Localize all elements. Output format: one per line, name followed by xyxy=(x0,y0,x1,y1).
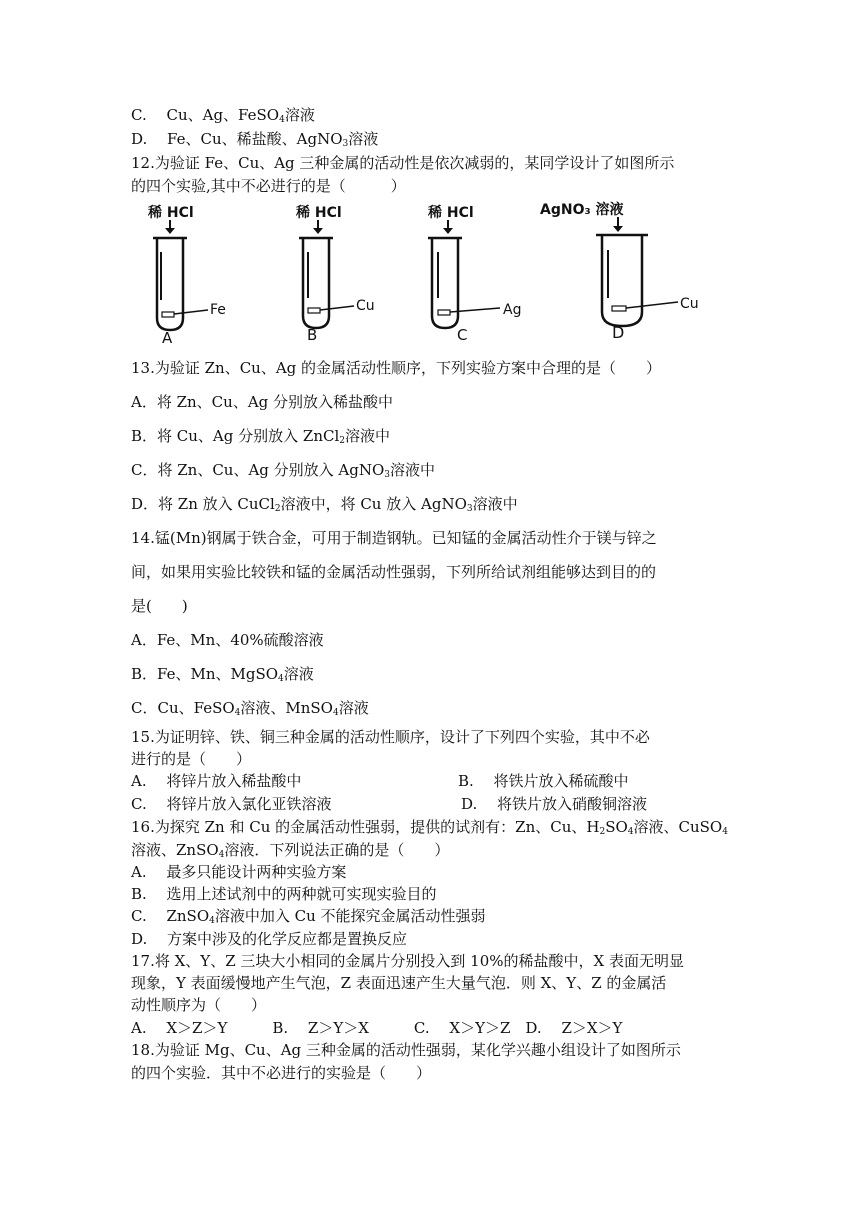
tube-b xyxy=(295,204,375,344)
q12-stem-line1: 12.为验证 Fe、Cu、Ag 三种金属的活动性是依次减弱的，某同学设计了如图所示 xyxy=(131,154,675,172)
q14-stem-line1: 14.锰(Mn)钢属于铁合金，可用于制造钢轨。已知锰的金属活动性介于镁与锌之 xyxy=(131,529,657,547)
q14-option-c: C．Cu、FeSO$_4$溶液、MnSO$_4$溶液 xyxy=(131,699,369,718)
tube-d-reagent: AgNO₃ 溶液 xyxy=(540,202,624,218)
q13-option-a: A．将 Zn、Cu、Ag 分别放入稀盐酸中 xyxy=(131,393,394,411)
q16-option-d: D. 方案中涉及的化学反应都是置换反应 xyxy=(131,930,408,948)
option-c-prev: C. Cu、Ag、FeSO$_4$溶液 xyxy=(131,106,315,125)
q17-options: A. X＞Z＞Y B. Z＞Y＞X C. X＞Y＞Z D. Z＞X＞Y xyxy=(131,1019,623,1037)
q17-stem-line3: 动性顺序为（ ） xyxy=(131,996,267,1014)
q15-option-c: C. 将锌片放入氯化亚铁溶液 xyxy=(131,795,332,813)
tube-b-label: B xyxy=(307,326,318,344)
tube-a-label: A xyxy=(162,329,173,345)
q13-option-c: C．将 Zn、Cu、Ag 分别放入 AgNO$_3$溶液中 xyxy=(131,461,436,480)
q14-option-a: A．Fe、Mn、40%硫酸溶液 xyxy=(131,631,324,649)
tube-a-metal: Fe xyxy=(210,302,226,318)
tube-c-label: C xyxy=(457,326,468,344)
q16-stem-line1: 16.为探究 Zn 和 Cu 的金属活动性强弱，提供的试剂有：Zn、Cu、$H_2SO_4$溶液、CuSO$_4$ xyxy=(131,818,728,837)
q13-option-b: B．将 Cu、Ag 分别放入 ZnCl$_2$溶液中 xyxy=(131,427,391,446)
test-tube-figure xyxy=(128,200,728,345)
q16-option-c: C. ZnSO$_4$溶液中加入 Cu 不能探究金属活动性强弱 xyxy=(131,907,486,926)
q14-stem-line2: 间，如果用实验比较铁和锰的金属活动性强弱，下列所给试剂组能够达到目的的 xyxy=(131,563,657,581)
q18-stem-line2: 的四个实验．其中不必进行的实验是（ ） xyxy=(131,1064,432,1082)
q12-stem-line2: 的四个实验,其中不必进行的是（ ） xyxy=(131,177,406,195)
q16-stem-line2: 溶液、ZnSO$_4$溶液．下列说法正确的是（ ） xyxy=(131,841,450,860)
option-d-prev: D. Fe、Cu、稀盐酸、AgNO$_3$溶液 xyxy=(131,130,379,149)
tube-d-label: D xyxy=(612,323,625,342)
q17-stem-line2: 现象，Y 表面缓慢地产生气泡，Z 表面迅速产生大量气泡．则 X、Y、Z 的金属活 xyxy=(131,974,667,992)
q13-stem: 13.为验证 Zn、Cu、Ag 的金属活动性顺序，下列实验方案中合理的是（ ） xyxy=(131,359,662,377)
q14-stem-line3: 是( ) xyxy=(131,597,188,615)
q15-option-d: D. 将铁片放入硝酸铜溶液 xyxy=(461,795,648,813)
tube-c-reagent: 稀 HCl xyxy=(428,205,474,221)
tube-b-reagent: 稀 HCl xyxy=(296,205,342,221)
tube-a xyxy=(147,204,226,345)
q15-stem-line2: 进行的是（ ） xyxy=(131,750,252,768)
q17-stem-line1: 17.将 X、Y、Z 三块大小相同的金属片分别投入到 10%的稀盐酸中，X 表面无明显 xyxy=(131,952,684,970)
q13-option-d: D．将 Zn 放入 CuCl$_2$溶液中，将 Cu 放入 AgNO$_3$溶液中 xyxy=(131,495,518,514)
q18-stem-line1: 18.为验证 Mg、Cu、Ag 三种金属的活动性强弱，某化学兴趣小组设计了如图所示 xyxy=(131,1041,681,1059)
q14-option-b: B．Fe、Mn、MgSO$_4$溶液 xyxy=(131,665,314,684)
q16-option-a: A. 最多只能设计两种实验方案 xyxy=(131,863,347,881)
tube-d xyxy=(540,201,699,342)
q15-stem-line1: 15.为证明锌、铁、铜三种金属的活动性顺序，设计了下列四个实验，其中不必 xyxy=(131,728,650,746)
tube-c-metal: Ag xyxy=(503,302,522,318)
q15-option-b: B. 将铁片放入稀硫酸中 xyxy=(458,772,629,790)
tube-b-metal: Cu xyxy=(356,298,375,314)
tube-d-metal: Cu xyxy=(680,296,699,312)
tube-c xyxy=(427,204,521,344)
q16-option-b: B. 选用上述试剂中的两种就可实现实验目的 xyxy=(131,885,437,903)
q15-option-a: A. 将锌片放入稀盐酸中 xyxy=(131,772,302,790)
tube-a-reagent: 稀 HCl xyxy=(148,205,194,221)
